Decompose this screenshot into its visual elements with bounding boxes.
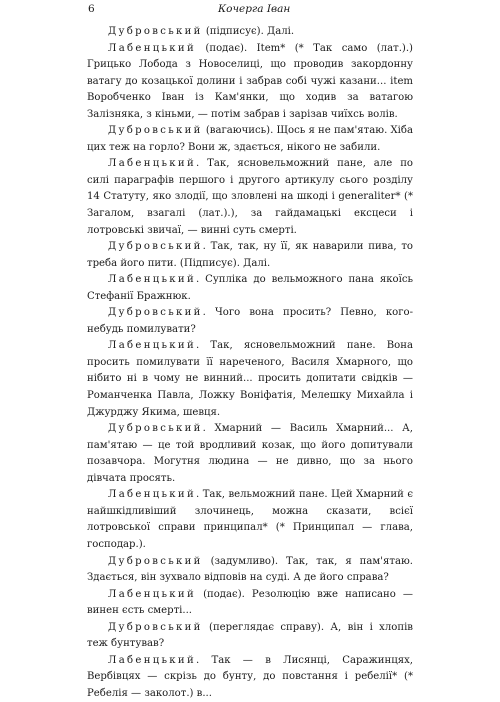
speech-text: . Так, вельможний пане. Цей Хмарний є найшкідливіший злочинець, можна сказати, всієї лотровської справи принципал* (* Принципал — глава, господар.).: [87, 489, 413, 550]
speech-text: . Супліка до вельможного пана якоїсь Стефанії Бражнюк.: [87, 274, 413, 302]
play-text: [87, 24, 413, 702]
dialogue-paragraph: [87, 620, 413, 653]
speech-text: . Так, так, ну її, як наварили пива, то треба його пити. (Підписує). Далі.: [87, 241, 413, 269]
dialogue-paragraph: [87, 239, 413, 272]
speaker-name: Дубровський: [108, 621, 203, 633]
dialogue-paragraph: [87, 554, 413, 587]
speech-text: (подає). Резолюцію вже написано — винен єсть смерті...: [87, 588, 413, 617]
speaker-name: Лабенцький: [108, 489, 196, 501]
speaker-name: Дубровський: [108, 26, 203, 37]
dialogue-paragraph: [87, 305, 413, 338]
speech-text: . Так, ясновельможний пане. Вона просить помилувати її нареченого, Василя Хмарного, що нібито ні в чому не винний... просить допитати свідків — Романченка Павла, Ложку Воніфатія, Мелешку Михайла і Джурджу Якима, шевця.: [87, 340, 413, 418]
dialogue-paragraph: [87, 338, 413, 421]
speaker-name: Лабенцький: [108, 654, 196, 666]
speech-text: (задумливо). Так, так, я пам'ятаю. Здається, він зухвало відповів на суді. А де його справа?: [87, 555, 413, 584]
speaker-name: Дубровський: [108, 423, 203, 435]
speaker-name: Дубровський: [108, 125, 203, 137]
page-header: [0, 3, 500, 19]
speech-text: . Хмарний — Василь Хмарний... А, пам'ятаю — це той вродливий козак, що його допитували позавчора. Могутня людина — не дивно, що за нього дівчата просять.: [87, 423, 413, 484]
speech-text: . Так — в Лисянці, Саражинцях, Вербівцях — скрізь до бунту, до повстання і ребелії* (* Ребелія — заколот.) в...: [87, 654, 413, 699]
speech-text: (підписує). Далі.: [202, 26, 295, 37]
dialogue-paragraph: [87, 123, 413, 156]
page-number: 6: [88, 3, 95, 15]
speech-text: (подає). Item* (* Так само (лат.).) Грицько Лобода з Новоселиці, що проводив закордонну ватагу до козацької долини і забрав собі чужі казани... item Воробченко Іван із Кам'янки, що ходив за ватагою Залізняка, з кіньми, — потім забрав і зарізав чиїхсь волів.: [87, 42, 413, 120]
dialogue-paragraph: [87, 653, 413, 702]
dialogue-paragraph: [87, 41, 413, 124]
speech-text: . Так, ясновельможний пане, але по силі параграфів першого і другого артикулу сього розділу 14 Статуту, яко злодії, що зловлені на шкоді і generaliter* (* Загалом, взагалі (лат.).), за гайдамацькі ексцеси і лотровські звичаї, — винні суть смерті.: [87, 158, 413, 236]
speech-text: (переглядає справу). А, він і хлопів теж бунтував?: [87, 621, 413, 650]
speaker-name: Лабенцький: [108, 158, 196, 170]
dialogue-paragraph: [87, 272, 413, 305]
speaker-name: Лабенцький: [108, 274, 196, 286]
running-title: Кочерга Іван: [218, 3, 291, 15]
speaker-name: Лабенцький: [108, 340, 196, 352]
dialogue-paragraph: [87, 24, 413, 41]
dialogue-paragraph: [87, 487, 413, 553]
speaker-name: Дубровський: [108, 241, 203, 253]
speaker-name: Лабенцький: [108, 42, 196, 54]
dialogue-paragraph: [87, 587, 413, 620]
speaker-name: Дубровський: [108, 555, 203, 567]
speech-text: (вагаючись). Щось я не пам'ятаю. Хіба цих теж на горло? Вони ж, здається, нікого не забили.: [87, 125, 413, 153]
dialogue-paragraph: [87, 421, 413, 487]
speech-text: . Чого вона просить? Певно, кого-небудь помилувати?: [87, 307, 413, 335]
dialogue-paragraph: [87, 156, 413, 239]
speaker-name: Лабенцький: [108, 588, 196, 600]
speaker-name: Дубровський: [108, 307, 203, 319]
